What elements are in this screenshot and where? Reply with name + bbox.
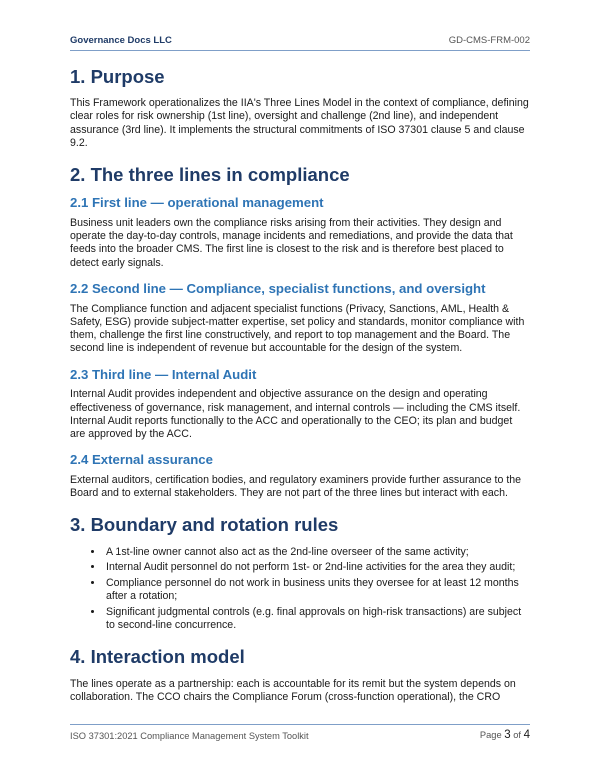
subsection-title: 2.2 Second line — Compliance, specialist functions, and oversight [70, 280, 486, 296]
section-title: 2. The three lines in compliance [70, 164, 350, 185]
rules-list [70, 546, 530, 633]
section-interaction-model [70, 646, 530, 704]
subsection-paragraph: External auditors, certification bodies, and regulatory examiners provide further assurance to the Board and to external stakeholders. They are not part of the three lines but interact with each. [70, 474, 522, 500]
section-paragraph: The lines operate as a partnership: each is accountable for its remit but the system depends on collaboration. The CCO chairs the Compliance Forum (cross-function operational), the CRO [70, 677, 516, 703]
page-label: Page [479, 730, 502, 740]
subsection-paragraph: The Compliance function and adjacent specialist functions (Privacy, Sanctions, AML, Health & Safety, ESG) provide subject-matter expertise, set policy and standards, monitor compliance with them, challenge the first line constructively, and report to top management and the Board. The second line is independent of revenue but accountable for the design of the system. [70, 302, 525, 355]
page-footer [70, 724, 530, 741]
list-item: • Internal Audit personnel do not perform 1st- or 2nd-line activities for the area they audit; [104, 561, 530, 574]
subsection-title: 2.1 First line — operational management [70, 195, 324, 211]
section-title: 1. Purpose [70, 66, 165, 87]
section-title: 3. Boundary and rotation rules [70, 514, 339, 536]
page-header [70, 34, 530, 51]
subsection-first-line [70, 195, 530, 270]
page-total: 4 [523, 729, 530, 741]
list-item: • A 1st-line owner cannot also act as the 2nd-line overseer of the same activity; [104, 546, 530, 559]
section-boundary-rules [70, 514, 530, 632]
page-of-label: of [513, 730, 521, 740]
header-org-name: Governance Docs LLC [70, 35, 172, 46]
page-current: 3 [504, 729, 511, 741]
subsection-second-line [70, 281, 530, 356]
section-title: 4. Interaction model [70, 646, 245, 668]
subsection-paragraph: Internal Audit provides independent and objective assurance on the design and operating effectiveness of governance, risk management, and internal controls — including the CMS itself. Internal Audit reports functionally to the ACC and operationally to the CEO; its plan and budget are approved by the ACC. [70, 388, 521, 440]
document-body [70, 66, 530, 718]
list-item: • Compliance personnel do not work in business units they oversee for at least 12 months after a rotation; [104, 577, 530, 603]
page-number [480, 729, 530, 741]
subsection-third-line [70, 367, 530, 442]
list-item: • Significant judgmental controls (e.g. final approvals on high-risk transactions) are subject to second-line concurrence. [104, 606, 530, 632]
footer-toolkit-title: ISO 37301:2021 Compliance Management System Toolkit [70, 731, 309, 741]
subsection-title: 2.3 Third line — Internal Audit [70, 366, 257, 382]
section-three-lines [70, 164, 530, 500]
subsection-external-assurance [70, 452, 530, 500]
section-paragraph: This Framework operationalizes the IIA's Three Lines Model in the context of compliance, defining clear roles for risk ownership (1st line), oversight and challenge (2nd line), and independent assurance (3rd line). It implements the structural commitments of ISO 37301 clause 5 and clause 9.2. [70, 97, 529, 149]
section-purpose [70, 66, 530, 150]
subsection-paragraph: Business unit leaders own the compliance risks arising from their activities. They design and operate the day-to-day controls, manage incidents and remediations, and provide the data that feeds into the broader CMS. The first line is closest to the risk and is therefore best placed to detect early signals. [70, 217, 513, 269]
subsection-title: 2.4 External assurance [70, 452, 213, 468]
header-doc-id: GD-CMS-FRM-002 [448, 35, 530, 46]
